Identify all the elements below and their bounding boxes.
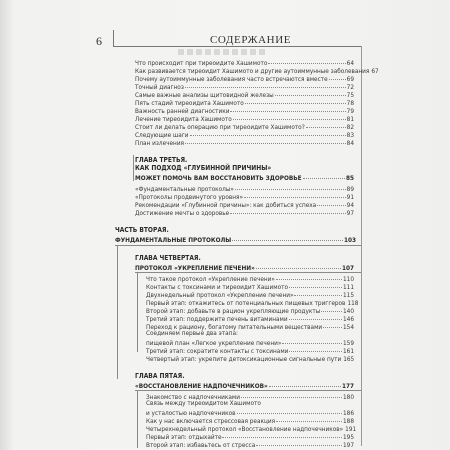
page-title: СОДЕРЖАНИЕ (210, 34, 292, 46)
chapter-bracket (137, 272, 138, 352)
toc-entry-first-line: Соединяем первые два этапа: (146, 329, 238, 337)
toc-entry: «Фундаментальные протоколы» 89 (135, 185, 354, 193)
toc-entry: Четвертый этап: укрепите детоксикационные сигнальные пути 165 (146, 355, 355, 363)
toc-entry: Контакты с токсинами и тиреоидит Хашимото 111 (146, 283, 354, 291)
toc-entry: Как у нас включается стрессовая реакция 188 (146, 417, 354, 425)
toc-entry: Что происходит при тиреоидите Хашимото 64 (135, 59, 354, 67)
toc-entry: Что такое протокол «Укрепление печени» 110 (146, 275, 354, 283)
toc-entry: «Протоколы продвинутого уровня» 91 (135, 193, 354, 201)
chapter-bracket (133, 155, 134, 181)
toc-entry: Следующие шаги 83 (135, 131, 354, 139)
toc-entry: Достижение мечты о здоровье 97 (135, 209, 354, 217)
chapter-heading: КАК ПОДХОД «ГЛУБИННОЙ ПРИЧИНЫ» (135, 164, 272, 172)
part-divider (115, 245, 361, 246)
toc-entry: Рекомендации «Глубинной причины»: как добиться успеха 94 (135, 201, 354, 209)
toc-entry: План излечения 84 (135, 139, 354, 147)
toc-entry: Первый этап: отдыхайте 195 (146, 433, 354, 441)
toc-entry: Четырехнедельный протокол «Восстановление надпочечников» 191 (146, 425, 357, 433)
chapter-heading-entry: «ВОССТАНОВЛЕНИЕ НАДПОЧЕЧНИКОВ» 177 (135, 382, 354, 390)
chapter-heading: ГЛАВА ПЯТАЯ. (135, 372, 185, 380)
toc-entry-first-line: Связь между тиреоидитом Хашимото (146, 399, 261, 407)
toc-entry: Двухнедельный протокол «Укрепление печени» 115 (146, 291, 354, 299)
toc-entry: Стоит ли делать операцию при тиреоидите Хашимото? 82 (135, 123, 354, 131)
toc-entry: Лечение тиреоидита Хашимото 81 (135, 115, 354, 123)
part-bracket (117, 245, 118, 379)
toc-entry: и усталостью надпочечников 186 (146, 409, 354, 417)
toc-entry: Знакомство с надпочечниками 180 (146, 393, 354, 401)
toc-entry: Второй этап: добавьте в рацион укрепляющие продукты 140 (146, 307, 354, 315)
part-heading: ЧАСТЬ ВТОРАЯ. (115, 226, 169, 234)
toc-entry: Важность ранней диагностики 79 (135, 107, 354, 115)
toc-entry: Пять стадий тиреоидита Хашимото 78 (135, 99, 354, 107)
page-number: 6 (96, 34, 102, 48)
toc-entry: Точный диагноз 72 (135, 83, 354, 91)
chapter-bracket (137, 390, 138, 448)
chapter-heading: ГЛАВА ЧЕТВЕРТАЯ. (135, 254, 201, 262)
toc-entry: Самые важные анализы щитовидной железы 75 (135, 91, 354, 99)
chapter-heading-entry: МОЖЕТ ПОМОЧЬ ВАМ ВОССТАНОВИТЬ ЗДОРОВЬЕ 85 (135, 174, 354, 182)
toc-entry: Первый этап: откажитесь от потенциальных пищевых триггеров 118 (146, 299, 359, 307)
part-heading-entry: ФУНДАМЕНТАЛЬНЫЕ ПРОТОКОЛЫ 103 (115, 236, 356, 244)
toc-entry: Третий этап: поддержите печень витаминами 146 (146, 315, 354, 323)
chapter-heading-entry: ПРОТОКОЛ «УКРЕПЛЕНИЕ ПЕЧЕНИ» 107 (135, 264, 354, 272)
chapter-heading: ГЛАВА ТРЕТЬЯ. (135, 156, 188, 164)
toc-entry: Переход к рациону, богатому питательными веществами 154 (146, 323, 354, 331)
toc-entry: Третий этап: сократите контакты с токсинами 161 (146, 347, 354, 355)
toc-entry: пищевой план «Легкое укрепление печени» 159 (146, 339, 354, 347)
toc-entry: Как развивается тиреоидит Хашимото и другие аутоиммунные заболевания 67 (135, 67, 379, 75)
toc-entry: Почему аутоиммунные заболевания часто встречаются вместе 69 (135, 75, 354, 83)
toc-entry: Второй этап: избавьтесь от стресса 197 (146, 441, 354, 449)
